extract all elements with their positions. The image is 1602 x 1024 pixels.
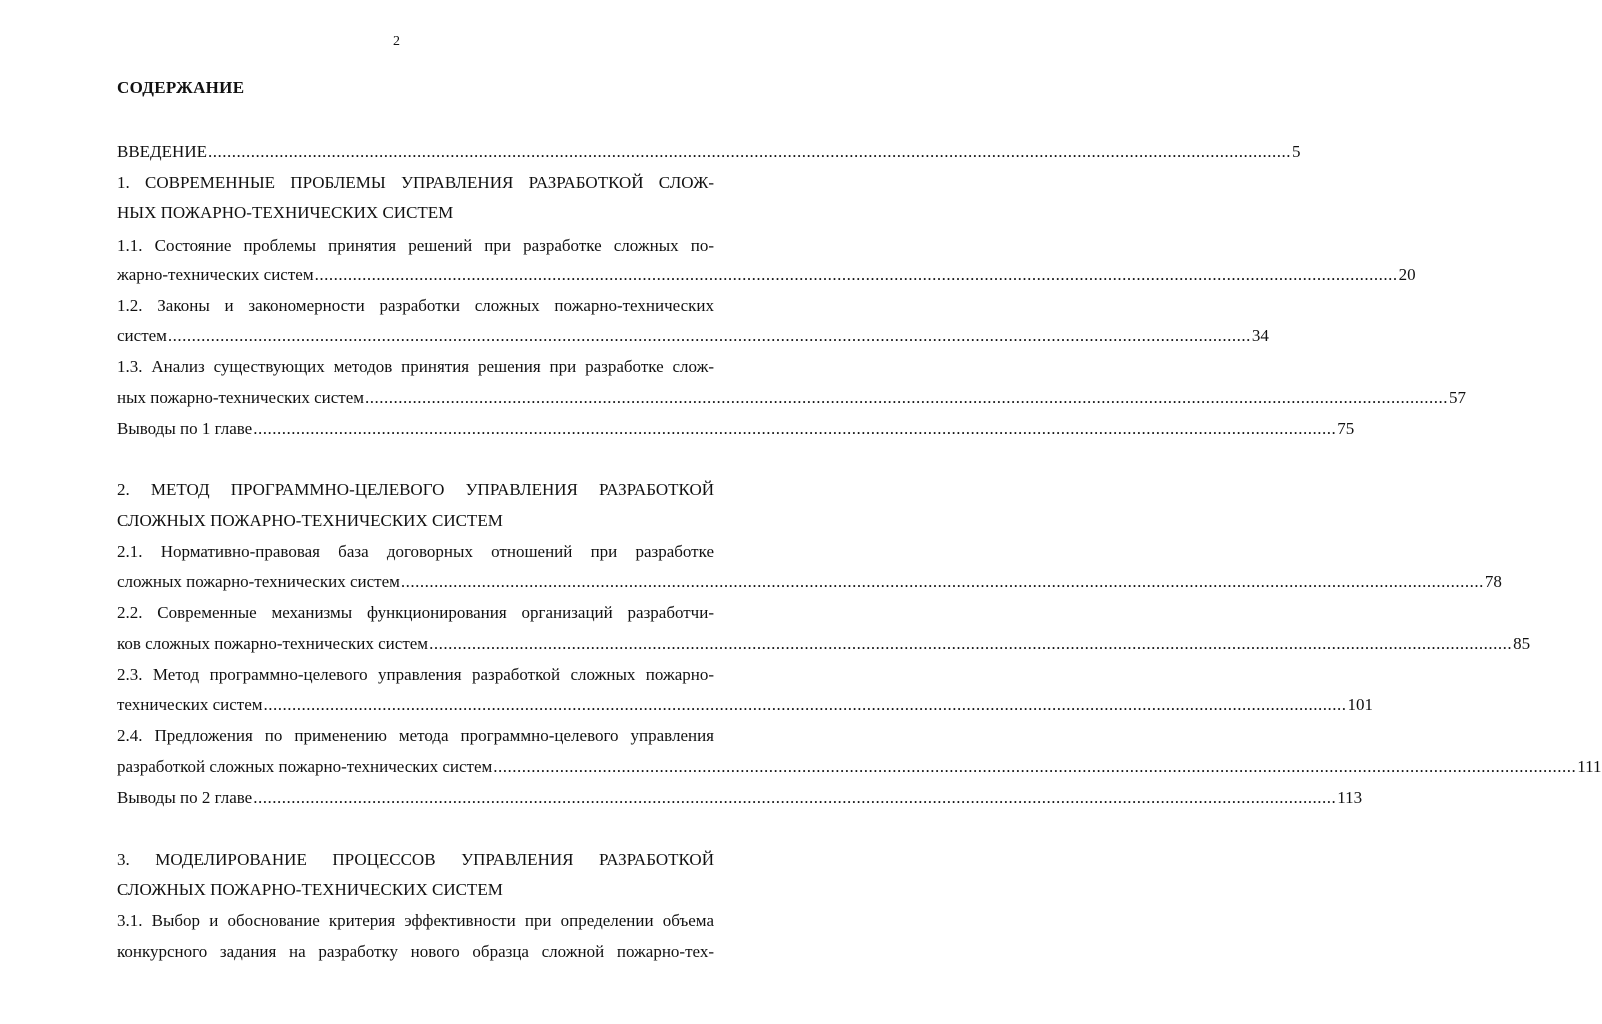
toc-entry-text: сложных пожарно-технических систем bbox=[117, 572, 400, 591]
toc-section-2-4-cont[interactable] bbox=[117, 756, 1602, 778]
toc-chapter-2-title[interactable]: 2. МЕТОД ПРОГРАММНО-ЦЕЛЕВОГО УПРАВЛЕНИЯ РАЗРАБОТКОЙ bbox=[117, 480, 714, 499]
toc-chapter-3-title[interactable]: 3. МОДЕЛИРОВАНИЕ ПРОЦЕССОВ УПРАВЛЕНИЯ РАЗРАБОТКОЙ bbox=[117, 850, 714, 869]
toc-conclusions-1[interactable] bbox=[117, 418, 1355, 440]
toc-section-2-2[interactable]: 2.2. Современные механизмы функционирования организаций разработчи- bbox=[117, 603, 714, 622]
toc-page-number: 5 bbox=[1291, 142, 1301, 161]
toc-leader-dots: .................................................................................................................................................................................................................................... bbox=[493, 757, 1577, 776]
toc-section-1-2-cont[interactable] bbox=[117, 325, 1269, 347]
toc-entry-text: ных пожарно-технических систем bbox=[117, 388, 365, 407]
toc-leader-dots: .................................................................................................................................................................................................................................... bbox=[400, 572, 1484, 591]
toc-chapter-1-title[interactable]: 1. СОВРЕМЕННЫЕ ПРОБЛЕМЫ УПРАВЛЕНИЯ РАЗРАБОТКОЙ СЛОЖ- bbox=[117, 173, 714, 192]
toc-page-number: 78 bbox=[1484, 572, 1502, 591]
toc-entry-text: технических систем bbox=[117, 695, 263, 714]
toc-leader-dots: .................................................................................................................................................................................................................................... bbox=[263, 695, 1347, 714]
toc-page-number: 20 bbox=[1398, 265, 1416, 284]
toc-entry-text: Выводы по 1 главе bbox=[117, 419, 253, 438]
toc-leader-dots: .................................................................................................................................................................................................................................... bbox=[253, 788, 1337, 807]
toc-entry-text: жарно-технических систем bbox=[117, 265, 314, 284]
toc-entry-text: разработкой сложных пожарно-технических систем bbox=[117, 757, 493, 776]
toc-leader-dots: .................................................................................................................................................................................................................................... bbox=[365, 388, 1449, 407]
toc-leader-dots: .................................................................................................................................................................................................................................... bbox=[167, 326, 1251, 345]
toc-page-number: 113 bbox=[1337, 788, 1363, 807]
toc-page-number: 57 bbox=[1449, 388, 1467, 407]
toc-page-number: 85 bbox=[1513, 634, 1531, 653]
toc-section-2-3[interactable]: 2.3. Метод программно-целевого управления разработкой сложных пожарно- bbox=[117, 665, 714, 684]
toc-entry-intro[interactable] bbox=[117, 141, 1301, 163]
toc-entry-text: ВВЕДЕНИЕ bbox=[117, 142, 207, 161]
toc-section-1-2[interactable]: 1.2. Законы и закономерности разработки сложных пожарно-технических bbox=[117, 296, 714, 315]
toc-section-2-4[interactable]: 2.4. Предложения по применению метода программно-целевого управления bbox=[117, 726, 714, 745]
toc-section-2-2-cont[interactable] bbox=[117, 633, 1531, 655]
contents-heading: СОДЕРЖАНИЕ bbox=[117, 78, 245, 97]
toc-section-1-1[interactable]: 1.1. Состояние проблемы принятия решений при разработке сложных по- bbox=[117, 236, 714, 255]
toc-page-number: 75 bbox=[1337, 419, 1355, 438]
toc-section-3-1-cont[interactable]: конкурсного задания на разработку нового образца сложной пожарно-тех- bbox=[117, 942, 714, 961]
toc-section-2-3-cont[interactable] bbox=[117, 694, 1374, 716]
toc-chapter-3-title-cont[interactable]: СЛОЖНЫХ ПОЖАРНО-ТЕХНИЧЕСКИХ СИСТЕМ bbox=[117, 880, 503, 899]
toc-section-1-1-cont[interactable] bbox=[117, 264, 1416, 286]
toc-leader-dots: .................................................................................................................................................................................................................................... bbox=[429, 634, 1513, 653]
toc-chapter-2-title-cont[interactable]: СЛОЖНЫХ ПОЖАРНО-ТЕХНИЧЕСКИХ СИСТЕМ bbox=[117, 511, 503, 530]
toc-chapter-1-title-cont[interactable]: НЫХ ПОЖАРНО-ТЕХНИЧЕСКИХ СИСТЕМ bbox=[117, 203, 454, 222]
toc-leader-dots: .................................................................................................................................................................................................................................... bbox=[314, 265, 1398, 284]
toc-section-1-3[interactable]: 1.3. Анализ существующих методов принятия решения при разработке слож- bbox=[117, 357, 714, 376]
toc-conclusions-2[interactable] bbox=[117, 787, 1363, 809]
toc-entry-text: ков сложных пожарно-технических систем bbox=[117, 634, 429, 653]
toc-section-2-1[interactable]: 2.1. Нормативно-правовая база договорных отношений при разработке bbox=[117, 542, 714, 561]
toc-page-number: 34 bbox=[1251, 326, 1269, 345]
toc-section-2-1-cont[interactable] bbox=[117, 571, 1502, 593]
toc-page-number: 111 bbox=[1577, 757, 1602, 776]
toc-section-1-3-cont[interactable] bbox=[117, 387, 1467, 409]
toc-page-number: 101 bbox=[1347, 695, 1374, 714]
toc-leader-dots: .................................................................................................................................................................................................................................... bbox=[207, 142, 1291, 161]
page-number: 2 bbox=[393, 34, 400, 49]
toc-leader-dots: .................................................................................................................................................................................................................................... bbox=[253, 419, 1337, 438]
toc-entry-text: Выводы по 2 главе bbox=[117, 788, 253, 807]
toc-entry-text: систем bbox=[117, 326, 167, 345]
toc-section-3-1[interactable]: 3.1. Выбор и обоснование критерия эффективности при определении объема bbox=[117, 911, 714, 930]
